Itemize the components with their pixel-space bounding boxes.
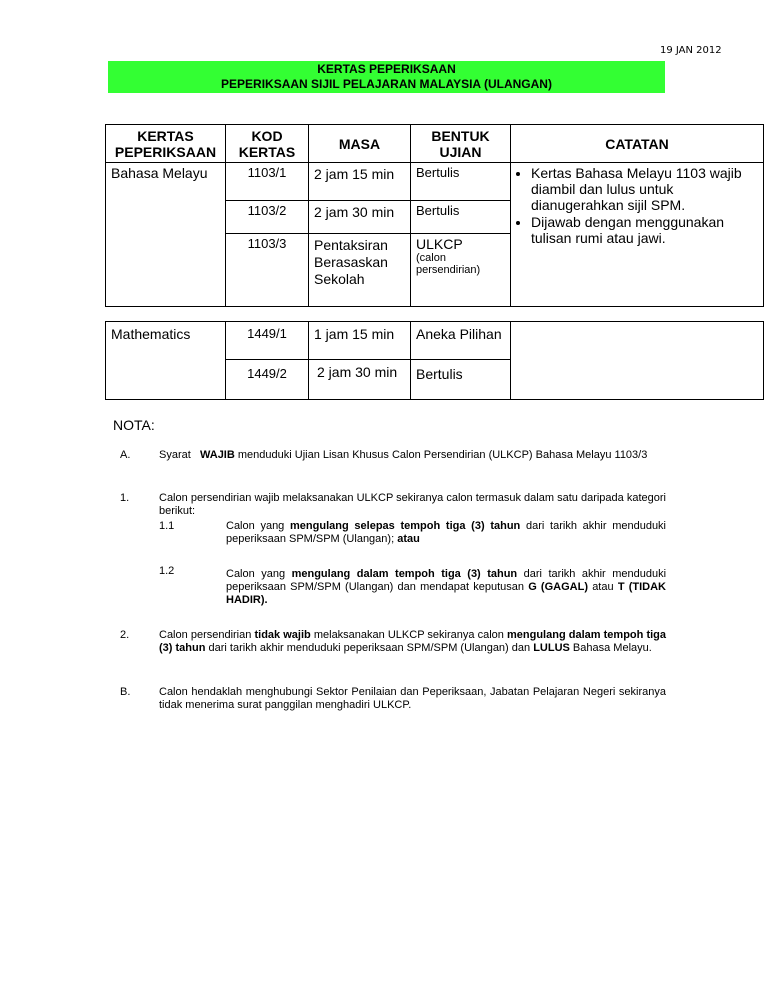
kod-cell: 1103/1 bbox=[226, 163, 309, 201]
header-kertas: KERTAS PEPERIKSAAN bbox=[106, 125, 226, 163]
document-date: 19 JAN 2012 bbox=[660, 45, 722, 56]
sub-label: 1.2 bbox=[159, 565, 175, 577]
title-line-2: PEPERIKSAAN SIJIL PELAJARAN MALAYSIA (ULANGAN) bbox=[221, 77, 552, 91]
bentuk-note: (calon persendirian) bbox=[416, 252, 481, 276]
note-label: 2. bbox=[120, 629, 130, 641]
masa-cell: Pentaksiran Berasaskan Sekolah bbox=[309, 234, 411, 307]
bentuk-cell: Aneka Pilihan bbox=[411, 322, 511, 360]
title-banner bbox=[108, 61, 665, 93]
sub-1-2-text: Calon yang mengulang dalam tempoh tiga (3) tahun dari tarikh akhir menduduki peperiksaan SPM/SPM (Ulangan) dan mendapat keputusan G (GAGAL) atau T (TIDAK HADIR). bbox=[226, 568, 667, 606]
subject-mathematics: Mathematics bbox=[106, 322, 226, 400]
subject-bahasa-melayu: Bahasa Melayu bbox=[106, 163, 226, 307]
catatan-item: • Kertas Bahasa Melayu 1103 wajib diambil dan lulus untuk dianugerahkan sijil SPM. bbox=[531, 165, 763, 213]
sub-label: 1.1 bbox=[159, 520, 175, 532]
exam-table-mathematics bbox=[105, 321, 764, 400]
exam-table-bahasa-melayu bbox=[105, 124, 764, 307]
masa-cell: 2 jam 30 min bbox=[309, 201, 411, 234]
note-2-text: Calon persendirian tidak wajib melaksanakan ULKCP sekiranya calon mengulang dalam tempoh tiga (3) tahun dari tarikh akhir menduduki peperiksaan SPM/SPM (Ulangan) dan LULUS Bahasa Melayu. bbox=[159, 629, 666, 654]
note-a-text: Syarat WAJIB menduduki Ujian Lisan Khusus Calon Persendirian (ULKCP) Bahasa Melayu 1103/3 bbox=[159, 449, 648, 461]
note-label: B. bbox=[120, 686, 131, 698]
bentuk-cell: Bertulis bbox=[411, 360, 511, 400]
kod-cell: 1103/2 bbox=[226, 201, 309, 234]
catatan-item: • Dijawab dengan menggunakan tulisan rumi atau jawi. bbox=[531, 214, 763, 246]
masa-cell: 1 jam 15 min bbox=[309, 322, 411, 360]
bentuk-cell: Bertulis bbox=[411, 163, 511, 201]
note-b-text: Calon hendaklah menghubungi Sektor Penilaian dan Peperiksaan, Jabatan Pelajaran Negeri sekiranya tidak menerima surat panggilan menghadiri ULKCP. bbox=[159, 686, 666, 711]
header-masa: MASA bbox=[309, 125, 411, 163]
masa-cell: 2 jam 30 min bbox=[309, 360, 411, 400]
kod-cell: 1103/3 bbox=[226, 234, 309, 307]
nota-heading: NOTA: bbox=[113, 417, 155, 433]
header-bentuk: BENTUK UJIAN bbox=[411, 125, 511, 163]
sub-1-1-text: Calon yang mengulang selepas tempoh tiga (3) tahun dari tarikh akhir menduduki peperiksaan SPM/SPM (Ulangan); atau bbox=[226, 520, 667, 545]
masa-cell: 2 jam 15 min bbox=[309, 163, 411, 201]
header-catatan: CATATAN bbox=[511, 125, 764, 163]
note-label: A. bbox=[120, 449, 131, 461]
note-1-text: Calon persendirian wajib melaksanakan ULKCP sekiranya calon termasuk dalam satu daripada kategori berikut: bbox=[159, 492, 666, 517]
catatan-cell bbox=[511, 163, 764, 307]
title-line-1: KERTAS PEPERIKSAAN bbox=[317, 62, 456, 76]
header-kod: KOD KERTAS bbox=[226, 125, 309, 163]
note-label: 1. bbox=[120, 492, 130, 504]
catatan-cell-empty bbox=[511, 322, 764, 400]
bentuk-cell: Bertulis bbox=[411, 201, 511, 234]
bentuk-cell: ULKCP bbox=[416, 236, 463, 252]
kod-cell: 1449/2 bbox=[226, 360, 309, 400]
kod-cell: 1449/1 bbox=[226, 322, 309, 360]
